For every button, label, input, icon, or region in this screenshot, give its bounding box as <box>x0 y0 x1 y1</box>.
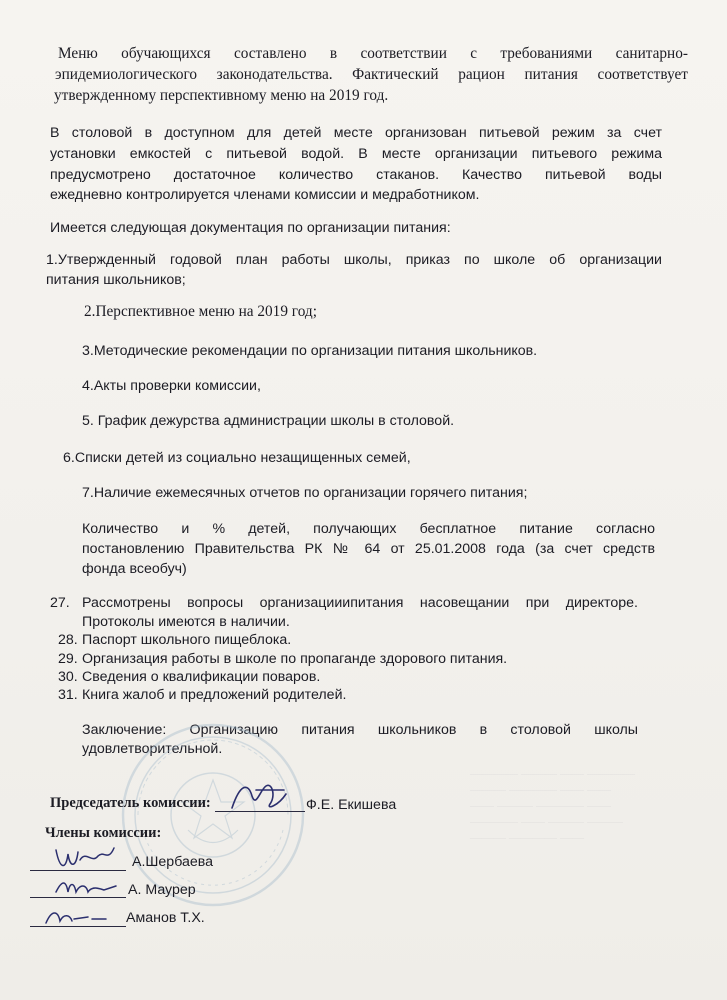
member3-signature <box>40 903 120 931</box>
para-water-line-4: ежедневно контролируется членами комиссии и медработником. <box>50 187 480 203</box>
item-28-text: Паспорт школьного пищеблока. <box>82 632 292 648</box>
list-item-1-line-1: 1.Утвержденный годовой план работы школы, приказ по школе об организации <box>46 252 662 268</box>
conclusion-line-1: Заключение: Организацию питания школьников в столовой школы <box>82 722 638 738</box>
list-item-2: 2.Перспективное меню на 2019 год; <box>84 303 317 320</box>
quantity-line-1: Количество и % детей, получающих бесплатное питание согласно <box>82 521 655 537</box>
quantity-line-2: постановлению Правительства РК № 64 от 25.01.2008 года (за счет средств <box>82 541 655 557</box>
list-item-7: 7.Наличие ежемесячных отчетов по организации горячего питания; <box>82 485 528 501</box>
member2-signature <box>52 874 122 902</box>
para-menu-line-3: утвержденному перспективному меню на 2019 год. <box>54 87 389 104</box>
bleed-through-text: ———— ——— —— ———— ——— ———— —— —— —— ——— ———— —— ———— —— ——— ——— ——— ———— —— <box>470 766 635 844</box>
member1-name: А.Шербаева <box>132 854 214 870</box>
docs-intro: Имеется следующая документация по организации питания: <box>50 220 451 236</box>
quantity-line-3: фонда всеобуч) <box>82 561 187 577</box>
list-item-3: 3.Методические рекомендации по организации питания школьников. <box>82 343 538 359</box>
item-27-number: 27. <box>50 595 70 611</box>
para-water-line-2: установки емкостей с питьевой водой. В месте организации питьевого режима <box>50 146 662 162</box>
item-29-number: 29. <box>58 651 78 667</box>
list-item-4: 4.Акты проверки комиссии, <box>82 378 261 394</box>
item-27-line-2: Протоколы имеются в наличии. <box>82 614 290 630</box>
item-31-number: 31. <box>58 687 78 703</box>
item-31-text: Книга жалоб и предложений родителей. <box>82 687 347 703</box>
chair-name: Ф.Е. Екишева <box>306 797 397 813</box>
item-30-text: Сведения о квалификации поваров. <box>82 669 321 685</box>
para-menu-line-1: Меню обучающихся составлено в соответствии с требованиями санитарно- <box>58 45 688 62</box>
chair-label: Председатель комиссии: <box>50 795 211 811</box>
member1-signature <box>50 840 120 876</box>
conclusion-line-2: удовлетворительной. <box>82 741 223 757</box>
member3-name: Аманов Т.Х. <box>126 910 205 926</box>
item-30-number: 30. <box>58 669 78 685</box>
item-28-number: 28. <box>58 632 78 648</box>
item-27-line-1: Рассмотрены вопросы организацииипитания насовещании при директоре. <box>82 595 638 611</box>
list-item-1-line-2: питания школьников; <box>46 272 186 288</box>
para-menu-line-2: эпидемиологического законодательства. Фактический рацион питания соответствует <box>55 66 688 83</box>
item-29-text: Организация работы в школе по пропаганде здорового питания. <box>82 651 508 667</box>
list-item-5: 5. График дежурства администрации школы в столовой. <box>82 413 455 429</box>
para-water-line-1: В столовой в доступном для детей месте организован питьевой режим за счет <box>50 125 662 141</box>
chair-signature <box>226 776 296 816</box>
list-item-6: 6.Списки детей из социально незащищенных семей, <box>63 450 411 466</box>
member2-name: А. Маурер <box>128 882 196 898</box>
para-water-line-3: предусмотрено достаточное количество стаканов. Качество питьевой воды <box>50 167 662 183</box>
members-label: Члены комиссии: <box>45 825 162 841</box>
